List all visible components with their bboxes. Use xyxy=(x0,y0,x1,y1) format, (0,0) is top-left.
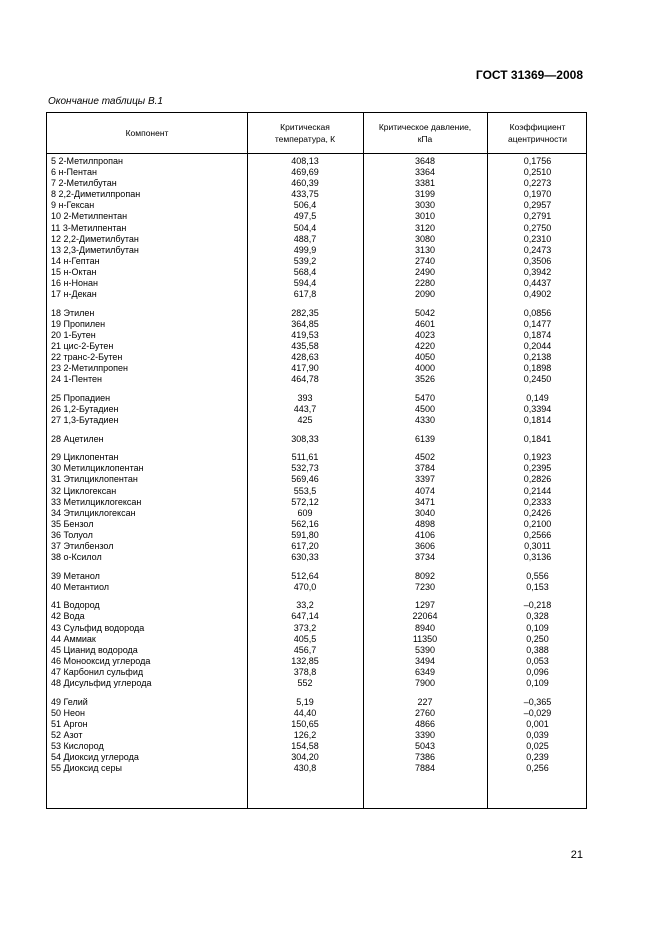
cell-critical-pressure: 3606 xyxy=(414,541,436,551)
cell-component: 53 Кислород xyxy=(51,741,104,751)
cell-component: 26 1,2-Бутадиен xyxy=(51,403,119,414)
cell-critical-temperature: 443,7 xyxy=(293,403,317,414)
cell-critical-pressure: 11350 xyxy=(412,633,438,644)
cell-critical-pressure: 3080 xyxy=(414,233,436,244)
table-row xyxy=(47,289,586,300)
cell-acentric-factor: 0,556 xyxy=(526,570,549,581)
table-row xyxy=(47,611,586,622)
cell-component: 14 н-Гептан xyxy=(51,255,100,266)
cell-critical-temperature: 609 xyxy=(297,507,313,518)
cell-critical-pressure: 6139 xyxy=(414,433,436,444)
cell-acentric-factor: 0,2791 xyxy=(523,211,552,222)
cell-component: 24 1-Пентен xyxy=(51,374,102,385)
cell-acentric-factor: 0,1477 xyxy=(523,318,552,329)
table-row xyxy=(47,319,586,330)
group-spacer xyxy=(47,426,586,434)
cell-acentric-factor: 0,153 xyxy=(526,581,549,592)
cell-critical-pressure: 7386 xyxy=(414,752,436,763)
cell-component: 27 1,3-Бутадиен xyxy=(51,415,119,426)
cell-critical-temperature: 433,75 xyxy=(291,189,319,200)
cell-critical-temperature: 154,58 xyxy=(291,741,319,751)
table-row xyxy=(47,341,586,352)
cell-acentric-factor: 0,239 xyxy=(526,752,549,763)
cell-component: 50 Неон xyxy=(51,707,85,718)
cell-component: 41 Водород xyxy=(51,600,100,611)
cell-critical-pressure: 3397 xyxy=(414,474,436,485)
cell-component: 48 Дисульфид углерода xyxy=(51,678,152,689)
table-row xyxy=(47,719,586,730)
cell-critical-pressure: 5390 xyxy=(414,644,436,655)
cell-acentric-factor: 0,2426 xyxy=(523,507,552,518)
group-spacer xyxy=(47,445,586,453)
cell-acentric-factor: 0,2144 xyxy=(523,485,552,496)
cell-critical-pressure: 22064 xyxy=(412,611,438,622)
table-row xyxy=(47,571,586,582)
table-row xyxy=(47,415,586,426)
cell-critical-temperature: 552 xyxy=(297,678,313,689)
cell-critical-pressure: 7884 xyxy=(414,763,436,774)
table-row xyxy=(47,763,586,774)
cell-acentric-factor: 0,2450 xyxy=(523,374,552,385)
cell-component: 28 Ацетилен xyxy=(51,433,104,444)
cell-critical-temperature: 511,61 xyxy=(291,452,319,463)
cell-acentric-factor: 0,109 xyxy=(526,622,549,633)
cell-acentric-factor: 0,4902 xyxy=(523,289,552,300)
column-header-critical-pressure: Критическое давление, кПа xyxy=(378,122,472,144)
cell-critical-pressure: 4050 xyxy=(414,352,436,363)
cell-component: 55 Диоксид серы xyxy=(51,763,122,774)
cell-critical-pressure: 4502 xyxy=(414,452,436,463)
cell-critical-pressure: 3120 xyxy=(414,222,436,233)
cell-acentric-factor: 0,328 xyxy=(526,611,549,622)
cell-critical-temperature: 5,19 xyxy=(296,696,314,707)
group-spacer xyxy=(47,593,586,601)
cell-component: 6 н-Пентан xyxy=(51,167,97,178)
cell-component: 25 Пропадиен xyxy=(51,392,111,403)
cell-component: 52 Азот xyxy=(51,729,83,740)
cell-component: 11 3-Метилпентан xyxy=(51,222,127,233)
cell-critical-temperature: 308,33 xyxy=(291,433,319,444)
cell-critical-temperature: 539,2 xyxy=(293,255,317,266)
table-row xyxy=(47,474,586,485)
cell-critical-temperature: 304,20 xyxy=(291,752,319,763)
table-row xyxy=(47,708,586,719)
cell-acentric-factor: 0,2510 xyxy=(523,167,552,178)
table-row xyxy=(47,519,586,530)
group-spacer xyxy=(47,689,586,697)
table-row xyxy=(47,667,586,678)
column-header-acentric-factor: Коэффициент ацентричности xyxy=(507,122,568,144)
cell-critical-pressure: 2760 xyxy=(414,707,436,718)
cell-component: 36 Толуол xyxy=(51,529,93,540)
cell-critical-pressure: 3381 xyxy=(414,178,436,189)
cell-critical-pressure: 5043 xyxy=(414,741,436,751)
table-caption: Окончание таблицы В.1 xyxy=(48,96,163,107)
cell-critical-pressure: 4330 xyxy=(414,415,436,426)
table-row xyxy=(47,582,586,593)
cell-critical-temperature: 408,13 xyxy=(291,156,319,166)
table-row xyxy=(47,741,586,752)
cell-component: 12 2,2-Диметилбутан xyxy=(51,233,139,244)
cell-critical-pressure: 2090 xyxy=(414,289,436,300)
cell-critical-temperature: 419,53 xyxy=(291,329,319,340)
table-header xyxy=(47,113,586,154)
cell-component: 43 Сульфид водорода xyxy=(51,622,145,633)
table-row xyxy=(47,189,586,200)
cell-component: 15 н-Октан xyxy=(51,266,97,277)
table-row xyxy=(47,156,586,167)
table-row xyxy=(47,697,586,708)
cell-critical-temperature: 373,2 xyxy=(293,622,317,633)
cell-component: 35 Бензол xyxy=(51,518,94,529)
table-row xyxy=(47,178,586,189)
cell-critical-temperature: 405,5 xyxy=(293,633,317,644)
table-row xyxy=(47,352,586,363)
cell-acentric-factor: 0,3136 xyxy=(523,552,552,563)
cell-component: 9 н-Гексан xyxy=(51,200,95,211)
table-row xyxy=(47,434,586,445)
cell-critical-pressure: 4866 xyxy=(414,718,436,729)
cell-critical-temperature: 126,2 xyxy=(293,729,317,740)
cell-component: 37 Этилбензол xyxy=(51,541,114,551)
cell-critical-pressure: 8092 xyxy=(414,570,436,581)
cell-critical-temperature: 393 xyxy=(297,392,313,403)
cell-critical-pressure: 227 xyxy=(417,696,433,707)
cell-acentric-factor: 0,2044 xyxy=(523,341,552,351)
group-spacer xyxy=(47,563,586,571)
table-row xyxy=(47,211,586,222)
cell-component: 22 транс-2-Бутен xyxy=(51,352,123,363)
cell-acentric-factor: 0,149 xyxy=(526,392,549,403)
cell-critical-pressure: 4023 xyxy=(414,329,436,340)
cell-critical-temperature: 512,64 xyxy=(291,570,319,581)
cell-critical-temperature: 460,39 xyxy=(291,178,319,189)
cell-critical-pressure: 4500 xyxy=(414,403,436,414)
cell-acentric-factor: 0,1841 xyxy=(523,433,552,444)
cell-acentric-factor: 0,1898 xyxy=(523,363,552,374)
group-spacer xyxy=(47,385,586,393)
table-body xyxy=(47,153,586,774)
cell-critical-temperature: 488,7 xyxy=(293,233,317,244)
table-row xyxy=(47,330,586,341)
cell-critical-temperature: 568,4 xyxy=(293,266,317,277)
cell-critical-pressure: 4898 xyxy=(414,518,436,529)
table-row xyxy=(47,678,586,689)
table-row xyxy=(47,623,586,634)
table-row xyxy=(47,363,586,374)
cell-critical-pressure: 3199 xyxy=(414,189,436,200)
cell-acentric-factor: 0,2750 xyxy=(523,222,552,233)
cell-component: 21 цис-2-Бутен xyxy=(51,341,114,351)
cell-critical-temperature: 282,35 xyxy=(291,307,319,318)
cell-acentric-factor: –0,365 xyxy=(523,696,552,707)
cell-critical-temperature: 464,78 xyxy=(291,374,319,385)
cell-acentric-factor: 0,3942 xyxy=(523,266,552,277)
table-row xyxy=(47,656,586,667)
cell-critical-pressure: 4074 xyxy=(414,485,436,496)
cell-acentric-factor: 0,250 xyxy=(526,633,549,644)
table-row xyxy=(47,530,586,541)
cell-critical-temperature: 504,4 xyxy=(293,222,317,233)
cell-critical-pressure: 4601 xyxy=(414,318,436,329)
cell-component: 44 Аммиак xyxy=(51,633,96,644)
standard-number: ГОСТ 31369—2008 xyxy=(475,68,583,82)
cell-critical-pressure: 3734 xyxy=(414,552,436,563)
cell-acentric-factor: 0,2138 xyxy=(523,352,552,363)
cell-acentric-factor: 0,096 xyxy=(526,666,549,677)
cell-critical-temperature: 497,5 xyxy=(293,211,317,222)
table-row xyxy=(47,393,586,404)
cell-acentric-factor: –0,029 xyxy=(523,707,552,718)
cell-component: 5 2-Метилпропан xyxy=(51,156,123,166)
table-row xyxy=(47,552,586,563)
cell-critical-pressure: 4220 xyxy=(414,341,436,351)
cell-critical-pressure: 6349 xyxy=(414,666,436,677)
cell-critical-temperature: 435,58 xyxy=(291,341,319,351)
cell-critical-pressure: 3040 xyxy=(414,507,436,518)
cell-critical-pressure: 1297 xyxy=(414,600,436,611)
cell-component: 10 2-Метилпентан xyxy=(51,211,128,222)
cell-component: 30 Метилциклопентан xyxy=(51,463,144,474)
cell-component: 42 Вода xyxy=(51,611,85,622)
table-row xyxy=(47,497,586,508)
cell-critical-pressure: 3494 xyxy=(414,655,436,666)
cell-acentric-factor: 0,2310 xyxy=(523,233,552,244)
cell-component: 33 Метилциклогексан xyxy=(51,496,142,507)
cell-critical-temperature: 506,4 xyxy=(293,200,317,211)
cell-critical-temperature: 617,20 xyxy=(291,541,319,551)
cell-critical-temperature: 499,9 xyxy=(293,244,317,255)
cell-critical-pressure: 3648 xyxy=(414,156,436,166)
cell-critical-pressure: 2280 xyxy=(414,278,436,289)
cell-critical-pressure: 3010 xyxy=(414,211,436,222)
cell-critical-temperature: 44,40 xyxy=(293,707,317,718)
table-row xyxy=(47,234,586,245)
cell-acentric-factor: 0,109 xyxy=(526,678,549,689)
cell-critical-pressure: 3526 xyxy=(414,374,436,385)
cell-critical-pressure: 5042 xyxy=(414,307,436,318)
table-row xyxy=(47,278,586,289)
cell-critical-temperature: 364,85 xyxy=(291,318,319,329)
cell-component: 39 Метанол xyxy=(51,570,100,581)
cell-acentric-factor: 0,1756 xyxy=(523,156,552,166)
cell-critical-temperature: 569,46 xyxy=(291,474,319,485)
cell-critical-pressure: 2490 xyxy=(414,266,436,277)
cell-component: 8 2,2-Диметилпропан xyxy=(51,189,141,200)
cell-acentric-factor: 0,1923 xyxy=(523,452,552,463)
cell-critical-pressure: 4000 xyxy=(414,363,436,374)
column-header-component: Компонент xyxy=(125,128,169,138)
cell-critical-temperature: 591,80 xyxy=(291,529,319,540)
cell-component: 40 Метантиол xyxy=(51,581,110,592)
cell-critical-temperature: 150,65 xyxy=(291,718,319,729)
table-row xyxy=(47,200,586,211)
cell-critical-pressure: 3471 xyxy=(414,496,436,507)
cell-critical-temperature: 132,85 xyxy=(291,655,319,666)
cell-component: 32 Циклогексан xyxy=(51,485,117,496)
page-number: 21 xyxy=(570,849,583,861)
cell-component: 51 Аргон xyxy=(51,718,88,729)
cell-acentric-factor: 0,1874 xyxy=(523,329,552,340)
cell-critical-temperature: 470,0 xyxy=(293,581,317,592)
cell-acentric-factor: 0,039 xyxy=(526,729,549,740)
table-row xyxy=(47,486,586,497)
cell-component: 7 2-Метилбутан xyxy=(51,178,117,189)
cell-component: 29 Циклопентан xyxy=(51,452,119,463)
table-row xyxy=(47,600,586,611)
cell-critical-temperature: 469,69 xyxy=(291,167,319,178)
cell-critical-temperature: 428,63 xyxy=(291,352,319,363)
cell-critical-pressure: 3390 xyxy=(414,729,436,740)
cell-critical-temperature: 33,2 xyxy=(296,600,314,611)
table-row xyxy=(47,404,586,415)
cell-acentric-factor: 0,2473 xyxy=(523,244,552,255)
cell-component: 54 Диоксид углерода xyxy=(51,752,139,763)
cell-critical-temperature: 572,12 xyxy=(291,496,319,507)
table-row xyxy=(47,508,586,519)
cell-acentric-factor: 0,3506 xyxy=(523,255,552,266)
cell-critical-pressure: 7900 xyxy=(414,678,436,689)
cell-acentric-factor: –0,218 xyxy=(523,600,552,611)
cell-component: 20 1-Бутен xyxy=(51,329,96,340)
table-row xyxy=(47,308,586,319)
cell-critical-pressure: 2740 xyxy=(414,255,436,266)
cell-critical-temperature: 617,8 xyxy=(293,289,317,300)
cell-component: 16 н-Нонан xyxy=(51,278,98,289)
table-row xyxy=(47,645,586,656)
cell-critical-temperature: 630,33 xyxy=(291,552,319,563)
cell-acentric-factor: 0,2395 xyxy=(523,463,552,474)
table-row xyxy=(47,256,586,267)
cell-component: 19 Пропилен xyxy=(51,318,106,329)
cell-critical-pressure: 3364 xyxy=(414,167,436,178)
table-row xyxy=(47,452,586,463)
cell-acentric-factor: 0,1970 xyxy=(523,189,552,200)
cell-acentric-factor: 0,001 xyxy=(526,718,549,729)
cell-critical-temperature: 647,14 xyxy=(291,611,319,622)
cell-critical-pressure: 7230 xyxy=(414,581,436,592)
cell-component: 18 Этилен xyxy=(51,307,95,318)
table-row xyxy=(47,752,586,763)
cell-critical-temperature: 456,7 xyxy=(293,644,317,655)
cell-component: 31 Этилциклопентан xyxy=(51,474,138,485)
cell-acentric-factor: 0,388 xyxy=(526,644,549,655)
cell-acentric-factor: 0,2566 xyxy=(523,529,552,540)
cell-acentric-factor: 0,2100 xyxy=(523,518,552,529)
cell-acentric-factor: 0,256 xyxy=(526,763,549,774)
cell-component: 49 Гелий xyxy=(51,696,88,707)
cell-component: 47 Карбонил сульфид xyxy=(51,666,144,677)
cell-critical-temperature: 553,5 xyxy=(293,485,317,496)
cell-critical-pressure: 3784 xyxy=(414,463,436,474)
cell-component: 38 о-Ксилол xyxy=(51,552,102,563)
table-row xyxy=(47,374,586,385)
cell-acentric-factor: 0,053 xyxy=(526,655,549,666)
column-header-critical-temperature: Критическая температура, К xyxy=(274,122,336,144)
cell-acentric-factor: 0,025 xyxy=(526,741,549,751)
cell-acentric-factor: 0,3394 xyxy=(523,403,552,414)
cell-component: 46 Монооксид углерода xyxy=(51,655,151,666)
cell-critical-temperature: 594,4 xyxy=(293,278,317,289)
cell-critical-pressure: 8940 xyxy=(414,622,436,633)
cell-critical-pressure: 4106 xyxy=(414,529,436,540)
group-spacer xyxy=(47,300,586,308)
cell-component: 45 Цианид водорода xyxy=(51,644,138,655)
table-row xyxy=(47,730,586,741)
cell-critical-temperature: 417,90 xyxy=(291,363,319,374)
cell-acentric-factor: 0,2957 xyxy=(523,200,552,211)
cell-critical-pressure: 3030 xyxy=(414,200,436,211)
table-row xyxy=(47,223,586,234)
cell-acentric-factor: 0,2273 xyxy=(523,178,552,189)
table-row xyxy=(47,167,586,178)
cell-acentric-factor: 0,2333 xyxy=(523,496,552,507)
cell-critical-temperature: 562,16 xyxy=(291,518,319,529)
cell-critical-pressure: 5470 xyxy=(414,392,436,403)
cell-acentric-factor: 0,0856 xyxy=(523,307,552,318)
table-row xyxy=(47,267,586,278)
cell-component: 34 Этилциклогексан xyxy=(51,507,136,518)
cell-critical-temperature: 425 xyxy=(297,415,313,426)
cell-critical-temperature: 430,8 xyxy=(293,763,317,774)
cell-component: 23 2-Метилпропен xyxy=(51,363,128,374)
table-row xyxy=(47,463,586,474)
cell-acentric-factor: 0,4437 xyxy=(523,278,552,289)
table-row xyxy=(47,245,586,256)
cell-acentric-factor: 0,1814 xyxy=(523,415,552,426)
cell-critical-temperature: 532,73 xyxy=(291,463,319,474)
data-table xyxy=(46,112,587,809)
cell-critical-pressure: 3130 xyxy=(414,244,436,255)
cell-component: 17 н-Декан xyxy=(51,289,97,300)
table-row xyxy=(47,634,586,645)
cell-component: 13 2,3-Диметилбутан xyxy=(51,244,139,255)
table-row xyxy=(47,541,586,552)
cell-acentric-factor: 0,2826 xyxy=(523,474,552,485)
cell-acentric-factor: 0,3011 xyxy=(524,541,551,551)
cell-critical-temperature: 378,8 xyxy=(293,666,317,677)
